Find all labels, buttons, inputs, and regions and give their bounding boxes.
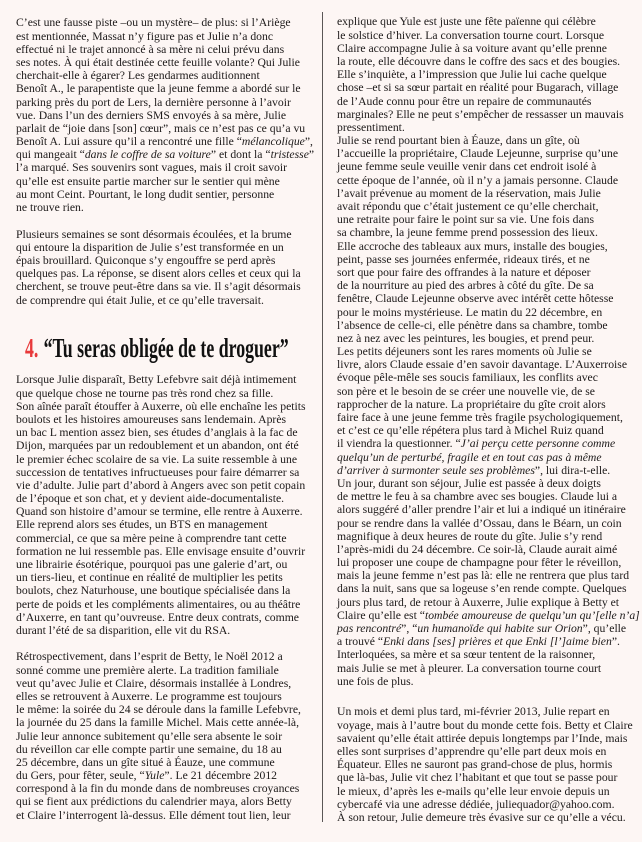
text-line: de l’Aude connu pour être un repaire de communautés xyxy=(337,94,592,108)
text-line: cherchait-elle à égarer? Les gendarmes auditionnent xyxy=(16,69,260,83)
text-line: l’absence de celle-ci, elle pénètre dans sa chambre, tombe xyxy=(337,318,608,332)
text-line: parlait de “joie dans [son] cœur”, mais ce n’est pas ce qu’a vu xyxy=(16,121,306,135)
text-line: Un jour, durant son séjour, Julie est passée à deux doigts xyxy=(337,476,601,490)
text-line: boulots et les histoires amoureuses sans lendemain. Après xyxy=(16,412,287,426)
text-line: commercial, ce que sa mère peine à comprendre tant cette xyxy=(16,531,287,545)
text-line: le solstice d’hiver. La conversation tourne court. Lorsque xyxy=(337,28,605,42)
text-line: Julie se rend pourtant bien à Éauze, dans un gîte, où xyxy=(337,134,580,148)
text-line: ne trouve rien. xyxy=(16,201,84,215)
text-line: veut qu’avec Julie et Claire, désormais installée à Londres, xyxy=(16,676,292,690)
paragraph xyxy=(16,16,314,214)
text-line: a trouvé “Enki dans [ses] prières et que Enki [l’]aime bien”. xyxy=(337,635,620,649)
text-line: de mettre le feu à sa chambre avec ses bougies. Claude lui a xyxy=(337,490,618,504)
text-line: sa chambre, la jeune femme prend possession des lieux. xyxy=(337,226,598,240)
quote-italic: dans le coffre de sa voiture xyxy=(84,148,211,162)
text-line: formation ne lui ressemble pas. Elle envisage ensuite d’ouvrir xyxy=(16,544,306,558)
text-line: effectué ni le trajet annoncé à sa mère ni celui prévu dans xyxy=(16,42,285,56)
text-line: rapprocher de la nature. La propriétaire du gîte croit alors xyxy=(337,397,606,411)
text-line: boulots, chez Naturhouse, une boutique spécialisée dans la xyxy=(16,584,291,598)
text-line: lui proposer une coupe de champagne pour fêter le réveillon, xyxy=(337,556,622,570)
text-line: Quand son histoire d’amour se termine, elle rentre à Auxerre. xyxy=(16,505,303,519)
text-line: une fois de plus. xyxy=(337,674,414,688)
section-title: “Tu seras obligée de te droguer” xyxy=(43,333,289,363)
text-line: durant l’été de sa disparition, elle vit du RSA. xyxy=(16,623,231,637)
text-line: nez à nez avec les peintures, les bougies, et prend peur. xyxy=(337,331,595,345)
quote-italic: Enki dans [ses] prières et que Enki [l’]aime bien xyxy=(383,635,612,649)
text-line: sonné comme une première alerte. La tradition familiale xyxy=(16,663,279,677)
text-line: jeune femme seule veuille venir dans cet endroit isolé à xyxy=(337,160,597,174)
text-line: Rétrospectivement, dans l’esprit de Betty, le Noël 2012 a xyxy=(16,650,283,664)
text-line: que quelque chose ne tourne pas très rond chez sa fille. xyxy=(16,386,274,400)
text-line: Benoît A. Lui assure qu’il a rencontré une fille “mélancolique”, xyxy=(16,135,313,149)
text-line: avait répondu que c’était justement ce qu’elle cherchait, xyxy=(337,200,599,214)
quote-italic: pas rencontré xyxy=(337,622,402,636)
text-line: jours plus tard, de retour à Auxerre, Julie explique à Betty et xyxy=(337,595,620,609)
text-line: et Claire l’interrogent là-dessus. Elle dément tout lien, leur xyxy=(16,808,291,822)
text-line: d’arriver à surmonter seule ses problèmes”, lui dira-t-elle. xyxy=(337,463,611,477)
text-line: évoque pêle-mêle ses soucis familiaux, les conflits avec xyxy=(337,371,598,385)
text-line: le mieux, d’après les e-mails qu’elle leur envoie depuis un xyxy=(337,784,610,798)
text-line: qu’elle est ensuite partie marcher sur le sentier qui mène xyxy=(16,174,280,188)
text-line: faire face à une jeune femme très fragile psychologiquement, xyxy=(337,411,623,425)
text-line: mais Julie se met à pleurer. La conversation tourne court xyxy=(337,661,602,675)
text-line: mais la jeune femme n’est pas là: elle ne rentrera que plus tard xyxy=(337,569,630,583)
text-line: savaient qu’elle était attirée depuis longtemps par l’Inde, mais xyxy=(337,731,628,745)
text-line: le même: la soirée du 24 se déroule dans la famille Lefebvre, xyxy=(16,703,301,717)
text-line: qui entoure la disparition de Julie s’est transformée en un xyxy=(16,240,284,254)
text-line: l’après-midi du 24 décembre. Ce soir-là, Claude aurait aimé xyxy=(337,542,618,556)
text-line: vue. Dans l’un des derniers SMS envoyés à sa mère, Julie xyxy=(16,108,287,122)
text-line: 25 décembre, dans un gîte situé à Éauze, une commune xyxy=(16,755,275,769)
quote-italic: mélancolique xyxy=(241,135,305,149)
text-line: Claire accompagne Julie à sa voiture avant qu’elle prenne xyxy=(337,41,607,55)
text-line: son père et le besoin de se créer une nouvelle vie, de se xyxy=(337,384,595,398)
column-divider xyxy=(322,12,323,822)
quote-italic: tristesse xyxy=(270,148,309,162)
text-line: pressentiment. xyxy=(337,120,405,134)
text-line: cette époque de l’année, où il n’y a jamais personne. Claude xyxy=(337,173,619,187)
paragraph xyxy=(16,228,301,307)
text-line: Dijon, marquées par un redoublement et un abandon, ont été xyxy=(16,439,299,453)
text-line: la route, elle découvre dans le coffre des sacs et des bougies. xyxy=(337,54,621,68)
text-line: pour se rendre dans la vallée d’Ossau, dans le Béarn, un coin xyxy=(337,516,622,530)
text-line: il viendra la questionner. “J’ai perçu cette personne comme xyxy=(337,437,616,451)
text-line: parking près du port de Lers, la dernière personne à l’avoir xyxy=(16,95,291,109)
text-line: Elle accroche des tableaux aux murs, installe des bougies, xyxy=(337,239,608,253)
text-line: Interloquées, sa mère et sa sœur tentent de la raisonner, xyxy=(337,648,596,662)
quote-italic: Yule xyxy=(144,769,165,783)
text-line: Benoît A., le parapentiste que la jeune femme a abordé sur le xyxy=(16,82,301,96)
text-line: et c’est ce qu’elle répétera plus tard à Michel Ruiz quand xyxy=(337,424,604,438)
text-line: À son retour, Julie demeure très évasive sur ce qu’elle a vécu. xyxy=(337,810,626,824)
text-line: marginales? Elle ne peut s’empêcher de ressasser un mauvais xyxy=(337,107,624,121)
text-line: du Gers, pour fêter, seule, “Yule”. Le 21 décembre 2012 xyxy=(16,769,278,783)
quote-italic: tombée amoureuse de quelqu’un qu’[elle n’a] xyxy=(424,608,640,622)
text-line: est mentionnée, Massat n’y figure pas et Julie n’a donc xyxy=(16,29,274,43)
text-line: perte de poids et les compléments alimentaires, ou au théâtre xyxy=(16,597,301,611)
text-line xyxy=(337,451,640,464)
text-line: une librairie ésotérique, pourquoi pas une galerie d’art, ou xyxy=(16,558,288,572)
text-line: un bac L mention assez bien, ses études d’anglais à la fac de xyxy=(16,426,298,440)
text-line: quelques pas. La réponse, se disent alors celles et ceux qui la xyxy=(16,267,301,281)
paragraph xyxy=(337,15,640,688)
text-line: ses notes. À qui était destinée cette feuille volante? Qui Julie xyxy=(16,55,300,69)
text-line: fenêtre, Claude Lejeunne observe avec intérêt cette hôtesse xyxy=(337,292,614,306)
quote-italic: J’ai perçu cette personne comme xyxy=(460,437,616,451)
text-line: épais brouillard. Quiconque s’y engouffre se perd après xyxy=(16,253,276,267)
quote-italic: d’arriver à surmonter seule ses problèmes xyxy=(337,463,535,477)
text-line: Elle reprend alors ses études, un BTS en management xyxy=(16,518,268,532)
text-line: Les petits déjeuners sont les rares moments où Julie se xyxy=(337,345,592,359)
text-line: vie d’adulte. Julie part d’abord à Angers avec son petit copain xyxy=(16,478,306,492)
text-line: pour le moins mystérieuse. Le matin du 22 décembre, en xyxy=(337,305,603,319)
text-line: d’Auxerre, en tant qu’ouvreuse. Entre deux contrats, comme xyxy=(16,610,299,624)
text-line: de la nourriture au pied des arbres à côté du gîte. De sa xyxy=(337,279,594,293)
text-line: un tiers-lieu, et continue en réalité de multiplier les petits xyxy=(16,571,283,585)
paragraph xyxy=(337,705,633,824)
text-line: l’a marqué. Ses souvenirs sont vagues, mais il croit savoir xyxy=(16,161,288,175)
section-number: 4. xyxy=(25,333,39,363)
text-line: magnifique à deux heures de route du gîte. Julie s’y rend xyxy=(337,529,603,543)
text-line: explique que Yule est juste une fête païenne qui célèbre xyxy=(337,15,596,29)
text-line: pas rencontré”, “un humanoïde qui habite sur Orion”, qu’elle xyxy=(337,622,627,636)
text-line: chose –et si sa sœur partait en réalité pour Bugarach, village xyxy=(337,81,619,95)
text-line: qui mangeait “dans le coffre de sa voiture” et dont la “tristesse” xyxy=(16,148,315,162)
text-line: le premier échec scolaire de sa vie. La suite ressemble à une xyxy=(16,452,298,466)
text-line: qui se fient aux prédictions du calendrier maya, alors Betty xyxy=(16,795,292,809)
text-line: elles se retrouvent à Auxerre. Le programme est toujours xyxy=(16,689,282,703)
text-line: dans la nuit, sans que sa logeuse s’en rende compte. Quelques xyxy=(337,582,627,596)
text-line: cherchent, se trouve peut-être dans sa vie. Il s’agit désormais xyxy=(16,280,301,294)
text-line: elles sont surprises d’apprendre qu’elle part deux mois en xyxy=(337,744,607,758)
text-line: Julie leur annonce subitement qu’elle sera absente le soir xyxy=(16,729,283,743)
text-line: une retraite pour faire le point sur sa vie. Une fois dans xyxy=(337,213,595,227)
text-line: sort que pour faire des offrandes à la nature et déposer xyxy=(337,265,591,279)
text-line: succession de tentatives infructueuses pour faire démarrer sa xyxy=(16,465,300,479)
text-line: Son aînée paraît étouffer à Auxerre, où elle enchaîne les petits xyxy=(16,399,306,413)
text-line: Plusieurs semaines se sont désormais écoulées, et la brume xyxy=(16,227,292,241)
text-line: Un mois et demi plus tard, mi-février 2013, Julie repart en xyxy=(337,705,610,719)
text-line: alors suggéré d’aller prendre l’air et lui a indiqué un itinéraire xyxy=(337,503,626,517)
text-line: la journée du 25 dans la famille Michel. Mais cette année-là, xyxy=(16,716,299,730)
paragraph xyxy=(16,373,306,637)
paragraph xyxy=(16,650,301,821)
text-line: peint, passe ses journées enfermée, rideaux tirés, et ne xyxy=(337,252,590,266)
text-line: l’avait prévenue au moment de la réservation, mais Julie xyxy=(337,186,601,200)
text-line: de l’époque et son chat, et y devient aide-documentaliste. xyxy=(16,492,285,506)
text-line: Elle s’inquiète, a l’impression que Julie lui cache quelque xyxy=(337,68,607,82)
text-line: correspond à la fin du monde dans de nombreuses croyances xyxy=(16,782,300,796)
text-line: livre, alors Claude essaie d’en savoir davantage. L’Auxerroise xyxy=(337,358,628,372)
text-line: de comprendre qui était Julie, et ce qu’elle traversait. xyxy=(16,293,264,307)
quote-italic: quelqu’un de perturbé, fragile et en tout cas pas à même xyxy=(337,450,602,464)
text-line: Équateur. Elles ne sauront pas grand-chose de plus, hormis xyxy=(337,758,613,772)
text-line: au mont Ceint. Pourtant, le long dudit sentier, personne xyxy=(16,187,275,201)
text-line: que là-bas, Julie vit chez l’habitant et que tout se passe pour xyxy=(337,771,618,785)
text-line: Lorsque Julie disparaît, Betty Lefebvre sait déjà intimement xyxy=(16,373,297,387)
section-heading xyxy=(25,333,289,363)
text-line: l’accueille la propriétaire, Claude Lejeunne, surprise qu’une xyxy=(337,147,619,161)
text-line: Claire qu’elle est “tombée amoureuse de quelqu’un qu’[elle n’a] xyxy=(337,608,640,622)
text-line: cybercafé via une adresse dédiée, juliequador@yahoo.com. xyxy=(337,797,615,811)
quote-italic: un humanoïde qui habite sur Orion xyxy=(417,622,583,636)
text-line: du réveillon car elle compte partir une semaine, du 18 au xyxy=(16,742,282,756)
text-line: C’est une fausse piste –ou un mystère– de plus: si l’Ariège xyxy=(16,16,291,30)
text-line: voyage, mais à l’autre bout du monde cette fois. Betty et Claire xyxy=(337,718,633,732)
